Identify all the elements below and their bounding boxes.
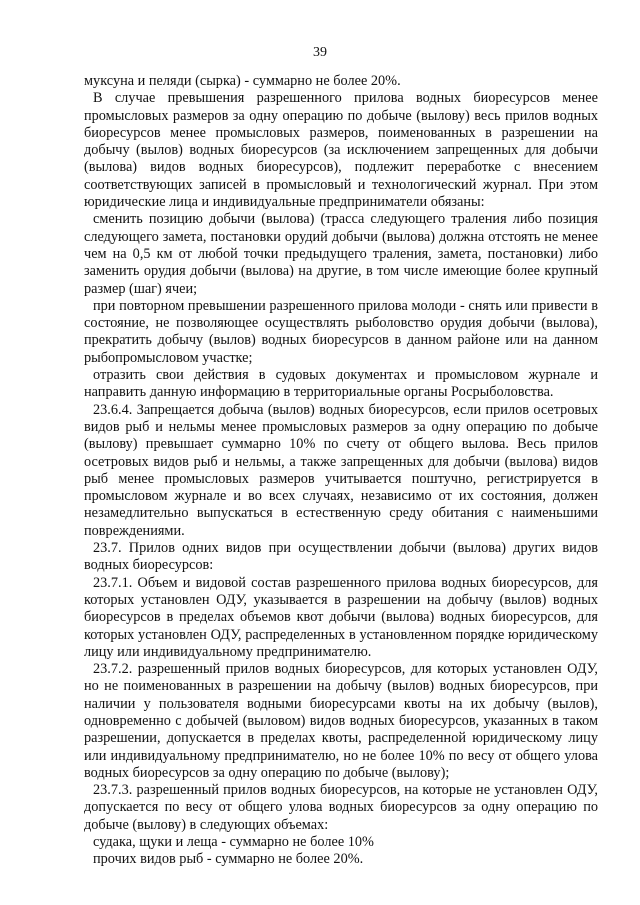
paragraph: сменить позицию добычи (вылова) (трасса следующего траления либо позиция следующего замета, постановки орудий добычи (вылова) должна отстоять не менее чем на 0,5 км от любой точки предыдущего траления, замета, постановки) либо заменить орудия добычи (вылова) на другие, в том числе имеющие более крупный размер (шаг) ячеи;: [84, 211, 598, 297]
paragraph: прочих видов рыб - суммарно не более 20%.: [93, 851, 364, 868]
paragraph: 23.7.3. разрешенный прилов водных биоресурсов, на которые не установлен ОДУ, допускается по весу от общего улова водных биоресурсов за одну операцию по добыче (вылову) в следующих объемах:: [84, 782, 598, 833]
paragraph: отразить свои действия в судовых документах и промысловом журнале и направить данную информацию в территориальные органы Росрыболовства.: [84, 367, 598, 401]
page-number: 39: [313, 45, 327, 60]
paragraph: 23.7.1. Объем и видовой состав разрешенного прилова водных биоресурсов, для которых установлен ОДУ, указывается в разрешении на добычу (вылов) водных биоресурсов в пределах объемов квот добычи (вылова) водных биоресурсов, для которых установлен ОДУ, распределенных в установленном порядке юридическому лицу или индивидуальному предпринимателю.: [84, 574, 598, 660]
paragraph: 23.6.4. Запрещается добыча (вылов) водных биоресурсов, если прилов осетровых видов рыб и нельмы менее промысловых размеров за одну операцию по добыче (вылову) превышает суммарно 10% по счету от общего вылова. Весь прилов осетровых видов рыб и нельмы, а также запрещенных для добычи (вылова) видов рыб менее промысловых размеров учитывается поштучно, регистрируется в промысловом журнале и во всех случаях, независимо от их состояния, должен незамедлительно выпускаться в естественную среду обитания с наименьшими повреждениями.: [84, 401, 598, 539]
paragraph: 23.7.2. разрешенный прилов водных биоресурсов, для которых установлен ОДУ, но не поименованных в разрешении на добычу (вылов) водных биоресурсов, при наличии у пользователя водными биоресурсами квоты на их добычу (вылов), одновременно с добычей (выловом) видов водных биоресурсов, указанных в таком разрешении, допускается в пределах квоты, распределенной юридическому лицу или индивидуальному предпринимателю, но не более 10% по весу от общего улова водных биоресурсов за одну операцию по добыче (вылову);: [84, 661, 598, 781]
paragraph: муксуна и пеляди (сырка) - суммарно не более 20%.: [84, 73, 401, 89]
paragraph: 23.7. Прилов одних видов при осуществлении добычи (вылова) других видов водных биоресурсов:: [84, 540, 598, 574]
paragraph: В случае превышения разрешенного прилова водных биоресурсов менее промысловых размеров за одну операцию по добыче (вылову) весь прилов водных биоресурсов менее промысловых размеров, поименованных в разрешении на добычу (вылов) водных биоресурсов (за исключением запрещенных для добычи (вылова) видов водных биоресурсов), подлежит переработке с внесением соответствующих записей в промысловый и технологический журнал. При этом юридические лица и индивидуальные предприниматели обязаны:: [84, 90, 598, 211]
paragraph: при повторном превышении разрешенного прилова молоди - снять или привести в состояние, не позволяющее осуществлять рыболовство орудия добычи (вылова), прекратить добычу (вылов) водных биоресурсов в данном районе или на данном рыбопромысловом участке;: [84, 297, 598, 366]
paragraph: судака, щуки и леща - суммарно не более 10%: [93, 834, 374, 851]
document-body: [84, 73, 598, 869]
